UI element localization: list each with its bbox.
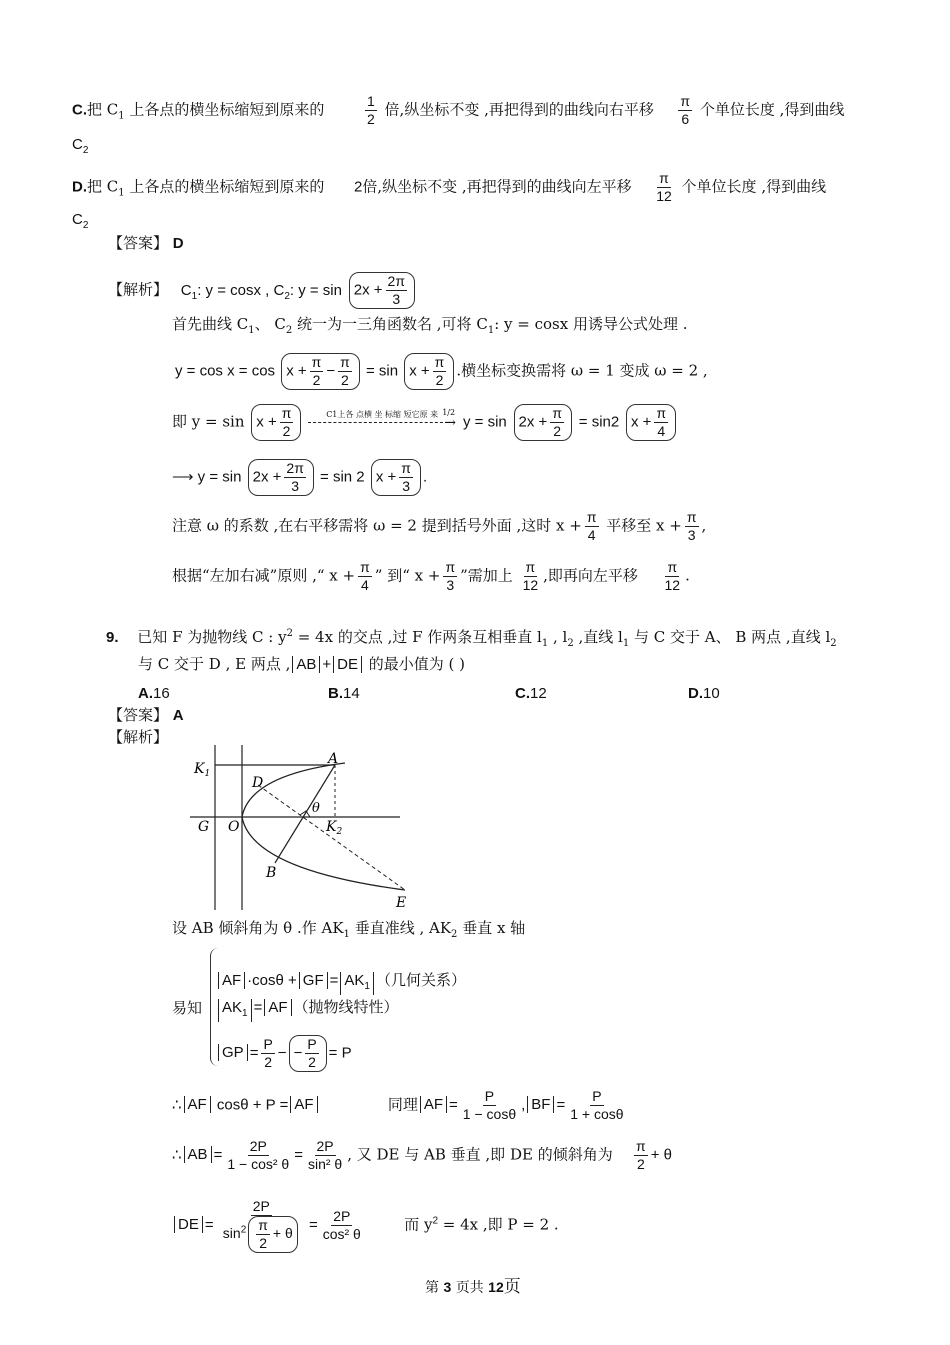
option-text: 个单位长度 ,得到曲线 (681, 177, 827, 196)
q9-option-c[interactable]: C.12 (515, 685, 547, 702)
svg-text:G: G (198, 819, 210, 835)
answer-line (108, 233, 184, 254)
svg-text:K2: $K_2$ (326, 819, 343, 837)
q9-option-a[interactable]: A.16 (138, 685, 170, 702)
analysis-line-2: 首先曲线 $C_1$、 $C_2$ 统一为一三角函数名 ,可将 $C_1$: y = cosx 用诱导公式处理 . (172, 315, 688, 336)
q9-answer-line (108, 705, 184, 726)
solution-line-4: DE = 2P $\sin^2$ $\frac{\pi}{2}$ + θ = $\frac{2P}{\text{cos² θ}}$ 而 $y^2 = 4x$ ,即 P = 2 . (172, 1198, 559, 1253)
option-text: 倍,纵坐标不变 ,再把得到的曲线向右平移 (384, 100, 654, 119)
svg-text:A: A (328, 751, 339, 767)
option-d (72, 170, 826, 205)
subscript: 1 (118, 187, 125, 199)
system-row-3: GP = $\frac{P}{2}$ − − $\frac{P}{2}$ = P (216, 1035, 352, 1072)
system-row-1: AF ·cosθ + GF = $AK_1$ （几何关系） (216, 970, 466, 995)
analysis-line-4: 即 y = sin x + $\frac{\pi}{2}$ C1上各 点横 坐 标缩 短它原 来 1/2 → y = sin 2x + $\frac{\pi}{2}$ = sin2 x + $\frac{\pi}{4}$ (172, 404, 678, 441)
solution-line-2: ∴ AF cosθ + P = AF 同理 AF = $\frac{P}{1 - \cos\theta}$ , BF = $\frac{P}{1 + \cos\theta}$ (172, 1088, 624, 1122)
analysis-line-3: y = cos x = cos x + $\frac{\pi}{2}$ − $\frac{\pi}{2}$ = sin x + $\frac{\pi}{2}$ .横坐标变换需将 ω = 1 变成 ω = 2 , (175, 354, 708, 388)
question-number: 9. (106, 629, 119, 646)
analysis-line-5: ⟶ y = sin 2x + $\frac{2\pi}{3}$ = sin 2 x + $\frac{\pi}{3}$ . (172, 460, 428, 494)
fraction: $\frac{\pi}{6}$ (680, 93, 691, 127)
answer-value: D (172, 235, 184, 252)
answer-value: A (172, 707, 184, 724)
page-footer: 第 3 页共 12页 (425, 1277, 521, 1297)
option-c (72, 93, 844, 128)
fraction: $\frac{\pi}{12}$ (656, 170, 672, 204)
system-row-2: $AK_1$ = AF （抛物线特性） (216, 997, 399, 1022)
option-d-curve: $C_2$ (72, 211, 89, 231)
svg-text:B: B (266, 865, 277, 881)
factor: 2 (353, 178, 363, 196)
option-text: 个单位长度 ,得到曲线 (699, 100, 845, 119)
option-text: 把 C (87, 177, 119, 196)
option-c-curve: $C_2$ (72, 136, 89, 156)
option-text: 把 C (87, 100, 119, 119)
answer-label: 【答案】 (108, 706, 169, 724)
q9-analysis-label: 【解析】 (108, 728, 169, 746)
chord-de (258, 785, 405, 890)
subscript: 1 (118, 110, 125, 122)
option-label: D. (72, 178, 87, 196)
solution-line-3: ∴ AB = $\frac{2P}{\text{1 − cos² θ}}$ = $\frac{2P}{\text{sin² θ}}$ , 又 DE 与 AB 垂直 ,即 DE 的倾斜角为 $\frac{\pi}{2}$ + θ (172, 1138, 672, 1172)
parabola-figure (190, 745, 420, 915)
solution-line-1: 设 AB 倾斜角为 θ .作 $AK_1$ 垂直准线 , $AK_2$ 垂直 x 轴 (172, 919, 526, 940)
q9-option-b[interactable]: B.14 (328, 685, 360, 702)
answer-label: 【答案】 (108, 234, 169, 252)
option-text: 倍,纵坐标不变 ,再把得到的曲线向左平移 (362, 177, 632, 196)
svg-text:O: O (228, 819, 240, 835)
analysis-line-1: 【解析】 $C_1$: y = cosx , $C_2$: y = sin 2x + $\frac{2\pi}{3}$ (108, 272, 417, 309)
parenthesis: 2x + $\frac{2\pi}{3}$ (349, 272, 415, 309)
svg-text:D: D (252, 775, 264, 791)
yizhi-label: 易知 (172, 999, 203, 1017)
question-9-line-2: 与 C 交于 D , E 两点 , AB + DE 的最小值为 ( ) (138, 655, 466, 673)
svg-text:θ: θ (312, 801, 320, 816)
option-text: 上各点的横坐标缩短到原来的 (124, 100, 325, 119)
analysis-label: 【解析】 (108, 280, 169, 299)
option-text: 上各点的横坐标缩短到原来的 (124, 177, 325, 196)
svg-text:K1: $K_1$ (194, 761, 211, 779)
question-9-line-1: 9. 已知 F 为抛物线 C : $y^2 = 4x$ 的交点 ,过 F 作两条互相垂直 $l_1$ , $l_2$ ,直线 $l_1$ 与 C 交于 A、 B 两点 ,直线 $l_2$ (106, 628, 837, 649)
option-label: C. (72, 101, 87, 119)
analysis-line-7: 根据“左加右减”原则 ,“ x + $\frac{\pi}{4}$ ” 到“ x + $\frac{\pi}{3}$ ”需加上 $\frac{\pi}{12}$ ,即再向左平移 $\frac{\pi}{12}$ . (172, 559, 690, 593)
analysis-line-6: 注意 ω 的系数 ,在右平移需将 ω = 2 提到括号外面 ,这时 x + $\frac{\pi}{4}$ 平移至 x + $\frac{\pi}{3}$ , (172, 509, 707, 543)
svg-text:E: E (396, 895, 407, 911)
chord-ab (275, 765, 335, 863)
fraction: $\frac{1}{2}$ (366, 93, 375, 127)
transform-arrow: C1上各 点横 坐 标缩 短它原 来 1/2 → (308, 413, 458, 433)
q9-option-d[interactable]: D.10 (688, 685, 720, 702)
